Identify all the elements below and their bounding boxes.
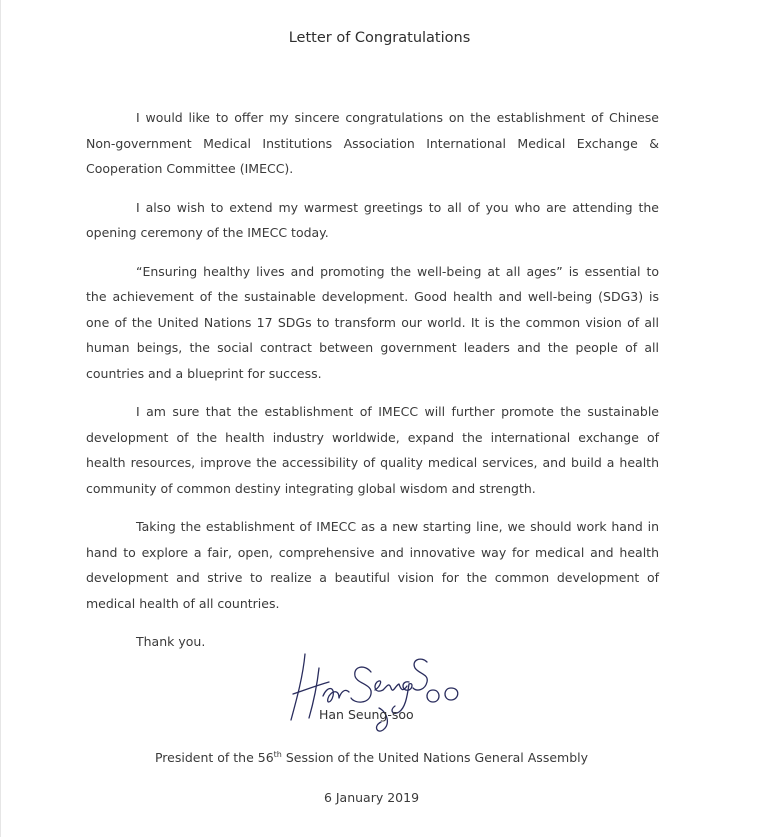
- paragraph-greetings: I also wish to extend my warmest greetings to all of you who are attending the opening ceremony of the IMECC today.: [86, 199, 659, 240]
- handwritten-signature: [283, 646, 468, 746]
- position-prefix: President of the 56: [154, 750, 274, 765]
- signer-position: [1, 750, 742, 765]
- signature-icon: [283, 646, 468, 746]
- letter-date: 6 January 2019: [323, 790, 420, 805]
- paragraph-starting-line: Taking the establishment of IMECC as a new starting line, we should work hand in hand to explore a fair, open, comprehensive and innovative way for medical and health development and strive to realize a beautiful vision for the common development of medical health of all countries.: [86, 519, 659, 611]
- position-ordinal: th: [273, 749, 282, 759]
- position-suffix: Session of the United Nations General Assembly: [281, 750, 589, 765]
- closing-line: Thank you.: [136, 634, 206, 649]
- paragraph-promotion: I am sure that the establishment of IMECC will further promote the sustainable development of the health industry worldwide, expand the international exchange of health resources, improve the accessibility of quality medical services, and build a health community of common destiny integrating global wisdom and strength.: [86, 404, 659, 496]
- paragraph-congratulations: I would like to offer my sincere congratulations on the establishment of Chinese Non-government Medical Institutions Association International Medical Exchange & Cooperation Committee (IMECC).: [86, 110, 659, 176]
- signer-name: Han Seung-soo: [319, 707, 414, 722]
- letter-body: [86, 105, 659, 668]
- paragraph-sdg3: “Ensuring healthy lives and promoting the well-being at all ages” is essential to the achievement of the sustainable development. Good health and well-being (SDG3) is one of the United Nations 17 SDGs to transform our world. It is the common vision of all human beings, the social contract between government leaders and the people of all countries and a blueprint for success.: [86, 263, 659, 381]
- letter-title: Letter of Congratulations: [288, 30, 471, 46]
